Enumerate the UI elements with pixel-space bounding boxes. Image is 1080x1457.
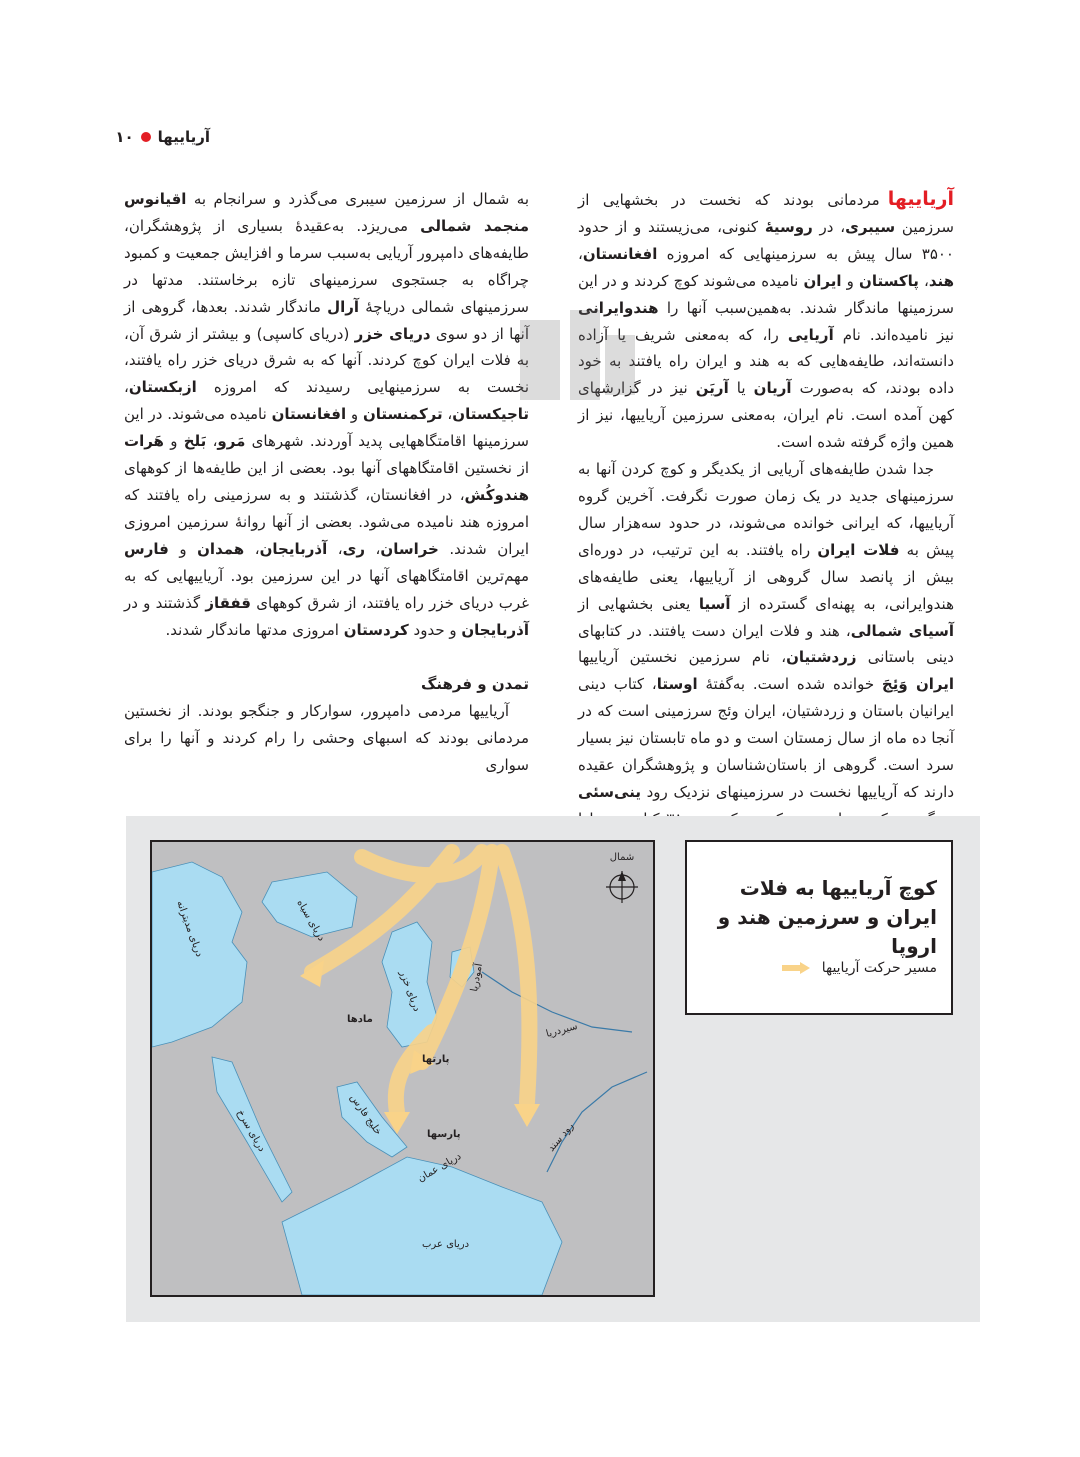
label-caspian: دریای خزر: [397, 969, 423, 1014]
text-run: مهم‌ترین اقامتگاههای آنها در این سرزمین بود. آرياييهایی که به غرب دریای خزر راه یافتند، از شرق کوههای: [124, 566, 529, 612]
bold-term: هندوکُش: [464, 485, 529, 504]
text-run: کنونی، می‌زیستند و از حدود ۳۵۰۰ سال پیش به سرزمینهایی که امروزه: [578, 217, 954, 263]
label-red-sea: دریای سرخ: [234, 1108, 268, 1154]
label-aral: آمودریا: [469, 962, 485, 993]
right-paragraph-1: [578, 186, 954, 456]
text-run: نامیده می‌شوند کوچ کردند و در این سرزمینها ماندگار شدند. به‌همین‌سبب آنها را: [578, 271, 954, 317]
bold-term: ری: [342, 539, 365, 558]
text-run: آرياييها مردمی دامپرور، سوارکار و جنگجو بودند. از نخستین مردمانی بودند که اسبهای وحشی را رام کردند و آنها را برای سواری: [124, 702, 529, 775]
bold-term: ترکمنستان: [362, 405, 443, 424]
bold-term: آسیای شمالی: [850, 621, 954, 640]
text-run: مردمانی بودند که نخست در بخشهایی از سرزمین: [578, 191, 954, 236]
left-paragraph-1: [124, 186, 529, 643]
text-run: جدا شدن طایفه‌های آریایی از یکدیگر و کوچ کردن آنها به سرزمینهای جدید در یک زمان صورت نگرفت. آخرین گروه آرياييها، که ایرانی خوانده می‌شوند، در حدود سه‌هزار سال پیش به: [578, 460, 954, 559]
bold-term: آریان: [753, 379, 792, 398]
text-run: ،: [327, 539, 343, 558]
label-mediterranean: دریای مدیترانه: [174, 899, 205, 959]
bold-term: خراسان: [380, 539, 439, 558]
bold-term: هَرات: [124, 432, 164, 451]
label-black-sea: دریای سیاه: [294, 898, 327, 944]
bold-term: اقیانوس منجمد شمالی: [124, 190, 529, 235]
text-run: ،: [365, 539, 381, 558]
map-canvas: [152, 842, 653, 1295]
text-run: ، کتاب دینی ایرانیان باستان و زردشتیان، ایران وئج سرزمینی است که در آنجا ده ماه از سال زمستان است و دو ماه تابستان نیز بسیار سرد است. گروهی از باستان‌شناسان و پژوهشگران عقیده دارند که آرياييها نخست در سرزمینهای نزدیک رود: [578, 675, 954, 801]
bold-term: آذربایجان: [259, 539, 328, 558]
left-column: [124, 186, 529, 779]
bold-term: آذربایجان: [461, 620, 529, 639]
bold-term: افغانستان: [582, 244, 658, 263]
bold-term: آرال: [327, 297, 360, 316]
text-run: ،: [244, 539, 260, 558]
text-run: را، که به‌معنی شریف یا آزاده دانسته‌اند، طایفه‌هایی که به هند و ایران راه یافتند به خود داده بودند، که به‌صورت: [578, 325, 955, 398]
text-run: ، هند و فلات ایران دست یافتند. در کتابهای دینی باستانی: [578, 621, 954, 667]
intro-word: آرياييها: [887, 188, 954, 210]
bold-term: فلات ایران: [817, 540, 900, 559]
bold-term: همدان: [197, 539, 245, 558]
bold-term: قفقاز: [205, 593, 251, 612]
text-run: ماندگار شدند. بعدها، گروهی از آنها از دو سوی: [124, 297, 529, 343]
label-north: شمال: [609, 852, 635, 863]
label-oman-sea: دریای عمان: [416, 1150, 464, 1185]
bold-term: اوستا: [656, 675, 698, 694]
text-run: ،: [918, 271, 929, 290]
text-run: ، نام سرزمین نخستین آرياييها: [578, 648, 787, 667]
bold-term: دریای خزر: [354, 324, 431, 343]
bold-term: ازبکستان: [128, 378, 197, 397]
text-run: از نخستین اقامتگاههای آنها بود. بعضی از این طایفه‌ها از کوههای: [124, 459, 529, 478]
bold-term: بَلخ: [183, 432, 207, 451]
text-run: نیز نامیده‌اند. نام: [833, 325, 954, 344]
bold-term: سیبری: [845, 217, 896, 236]
migration-arrow-icon: [782, 962, 810, 974]
text-run: گذشتند و در: [124, 593, 206, 612]
bold-term: افغانستان: [271, 405, 347, 424]
label-syr-darya: سیردریا: [544, 1020, 579, 1040]
text-run: و: [168, 539, 198, 558]
text-run: ،: [206, 432, 218, 451]
text-run: ،: [124, 378, 129, 397]
text-run: ، در افغانستان، گذشتند و به سرزمینی راه یافتند که امروزه هند نامیده می‌شود. بعضی از آنها روانهٔ سرزمین امروزی ایران شدند.: [124, 485, 530, 558]
text-run: امروزی مدتها ماندگار شدند.: [165, 620, 344, 639]
bold-term: ایران وَئِجَ: [881, 675, 955, 694]
header-dot-icon: [141, 132, 151, 142]
legend-title: کوچ آرياييها به فلات ایران و سرزمین هند و اروپا: [717, 876, 937, 958]
text-run: به شمال از سرزمین سیبری می‌گذرد و سرانجام به: [186, 190, 529, 208]
legend-item-label: مسیر حرکت آرياييها: [821, 960, 937, 976]
bold-term: پاکستان: [859, 271, 919, 290]
bold-term: ینی‌سئی: [578, 782, 641, 801]
bold-term: آریایی: [787, 325, 834, 344]
header-title: آرياييها: [157, 128, 210, 146]
left-paragraph-2: [124, 698, 529, 779]
right-paragraph-1-body: [578, 191, 954, 451]
label-medes: مادها: [347, 1014, 373, 1025]
text-run: یا: [728, 379, 754, 398]
bold-term: زردشتیان: [786, 648, 857, 667]
label-parthians: پارتها: [422, 1054, 450, 1065]
text-run: و: [163, 432, 184, 451]
label-indus: رود سند: [545, 1120, 577, 1154]
right-column: [578, 186, 954, 860]
text-run: و: [841, 271, 860, 290]
label-persians: پارسها: [427, 1129, 461, 1140]
map: [150, 840, 655, 1297]
page-number: ۱۰: [115, 128, 134, 146]
text-run: (دریای کاسپی) و بیشتر از شرق آن، به فلات ایران کوچ کردند. آنها که به شرق دریای خزر راه یافتند، نخست به سرزمینهایی رسیدند که امروزه: [124, 324, 529, 397]
bold-term: کردستان: [343, 620, 409, 639]
page-header: [110, 126, 210, 148]
bold-term: آریَن: [695, 379, 729, 398]
text-run: نیز در گزارشهای کهن آمده است. نام ایران، به‌معنی سرزمین آرياييها، نیز از همین واژه گرفته شده است.: [578, 379, 954, 452]
bold-term: فارس: [124, 539, 169, 558]
legend-item: [782, 960, 937, 976]
bold-term: روسیهٔ: [764, 217, 813, 236]
bold-term: آسیا: [698, 594, 731, 613]
bold-term: تاجیکستان: [452, 405, 530, 424]
label-arabian-sea: دریای عرب: [422, 1239, 470, 1250]
text-run: راه یافتند. به این ترتیب، در دوره‌ای بیش از پانصد سال گروهی از آرياييها، یعنی طایفه‌های هندوایرانی، به پهنه‌ای گسترده از: [578, 540, 954, 613]
text-run: ،: [442, 405, 453, 424]
bold-term: هندوایرانی: [578, 298, 659, 317]
text-run: نامیده می‌شوند. در این سرزمینها اقامتگاههایی پدید آوردند. شهرهای: [124, 405, 529, 451]
text-run: و حدود: [408, 620, 462, 639]
text-run: و: [346, 405, 363, 424]
bold-term: هند: [928, 271, 955, 290]
text-run: خوانده شده است. به‌گفتهٔ: [697, 675, 882, 694]
text-run: ، در: [812, 217, 846, 236]
label-persian-gulf: خلیج فارس: [347, 1092, 384, 1138]
section-heading: تمدن و فرهنگ: [421, 675, 529, 694]
bold-term: مَرو: [217, 432, 246, 451]
bold-term: ایران: [803, 271, 842, 290]
text-run: یعنی بخشهایی از: [578, 594, 699, 613]
text-run: ،: [578, 244, 583, 263]
legend-box: [685, 840, 953, 1015]
right-paragraph-2: [578, 456, 954, 860]
text-run: می‌ریزد. به‌عقیدهٔ بسیاری از پژوهشگران، طایفه‌های دامپرور آریایی به‌سبب سرما و افزایش جمعیت و کمبود چراگاه به جستجوی سرزمینهای تازه برخاستند. مدتها در سرزمینهای شمالی دریاچهٔ: [124, 216, 529, 316]
